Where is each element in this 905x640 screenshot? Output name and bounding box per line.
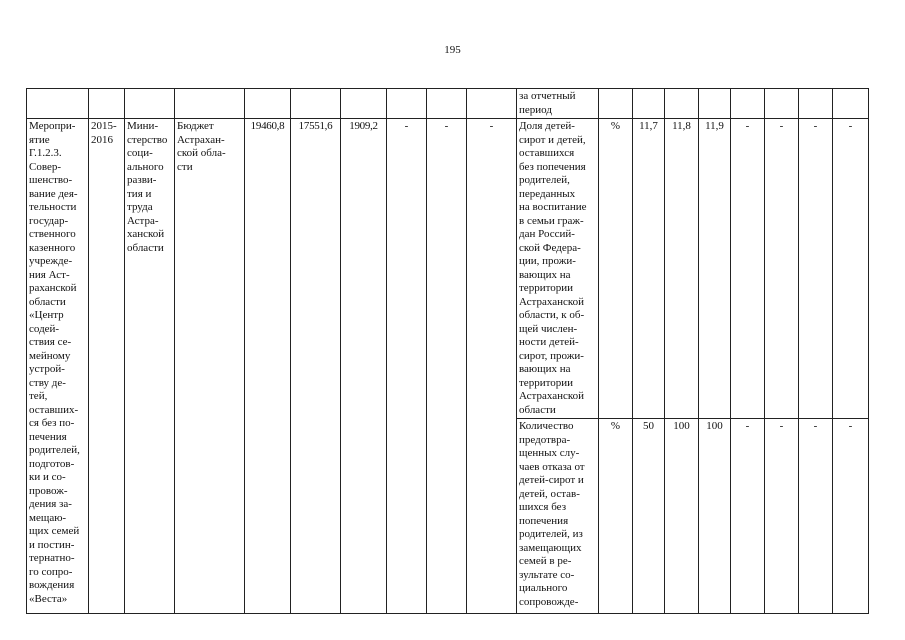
cell-empty bbox=[599, 89, 633, 119]
indicator-name: Доля детей- сирот и детей, оставшихся без попечения родителей, переданных на воспитание в семьи граж- дан Россий- ской Федера- ции, прожи- вающих на территории Астраханской области, к об- щей числен- ности детей- сирот, прожи- вающих на территории Астраханской области bbox=[517, 119, 599, 419]
cell-empty bbox=[833, 89, 869, 119]
funding-year-1: 17551,6 bbox=[291, 119, 341, 614]
cell-empty bbox=[89, 89, 125, 119]
cell-empty bbox=[665, 89, 699, 119]
cell-empty bbox=[765, 89, 799, 119]
indicator-value: 11,9 bbox=[699, 119, 731, 419]
cell-empty bbox=[699, 89, 731, 119]
cell-empty bbox=[125, 89, 175, 119]
measure-name: Меропри- ятие Г.1.2.3. Совер- шенство- вание дея- тельности государ- ственного казенного учрежде- ния Аст- раханской области «Центр содей- ствия се- мейному устрой- ству де- тей, оставших- ся без по- печения родителей, подготов- ки и со- провож- дения за- мещаю- щих семей и постин- тернатно- го сопро- вождения «Веста» bbox=[27, 119, 89, 614]
funding-year-5: - bbox=[467, 119, 517, 614]
indicator-continuation: за отчетный период bbox=[517, 89, 599, 119]
indicator-value: - bbox=[765, 119, 799, 419]
indicator-value: 50 bbox=[633, 419, 665, 614]
indicator-value: 11,8 bbox=[665, 119, 699, 419]
cell-empty bbox=[799, 89, 833, 119]
indicator-value: - bbox=[765, 419, 799, 614]
cell-empty bbox=[467, 89, 517, 119]
indicator-value: 100 bbox=[665, 419, 699, 614]
indicator-value: - bbox=[799, 119, 833, 419]
indicator-unit: % bbox=[599, 119, 633, 419]
indicator-name: Количество предотвра- щенных слу- чаев отказа от детей-сирот и детей, остав- шихся без попечения родителей, из замещающих семей в ре- зультате со- циального сопровожде- bbox=[517, 419, 599, 614]
cell-empty bbox=[341, 89, 387, 119]
indicator-value: 11,7 bbox=[633, 119, 665, 419]
cell-empty bbox=[387, 89, 427, 119]
table-row-continuation bbox=[27, 89, 869, 119]
funding-total: 19460,8 bbox=[245, 119, 291, 614]
funding-source: Бюджет Астрахан- ской обла- сти bbox=[175, 119, 245, 614]
indicator-value: 100 bbox=[699, 419, 731, 614]
funding-year-3: - bbox=[387, 119, 427, 614]
cell-empty bbox=[731, 89, 765, 119]
indicator-value: - bbox=[799, 419, 833, 614]
cell-empty bbox=[427, 89, 467, 119]
cell-empty bbox=[175, 89, 245, 119]
cell-empty bbox=[633, 89, 665, 119]
cell-empty bbox=[27, 89, 89, 119]
table-row-measure bbox=[27, 119, 869, 419]
indicator-value: - bbox=[731, 119, 765, 419]
program-table bbox=[26, 88, 869, 614]
funding-year-4: - bbox=[427, 119, 467, 614]
cell-empty bbox=[245, 89, 291, 119]
indicator-value: - bbox=[833, 419, 869, 614]
indicator-value: - bbox=[731, 419, 765, 614]
funding-year-2: 1909,2 bbox=[341, 119, 387, 614]
indicator-unit: % bbox=[599, 419, 633, 614]
period: 2015- 2016 bbox=[89, 119, 125, 614]
cell-empty bbox=[291, 89, 341, 119]
executor: Мини- стерство соци- ального разви- тия и труда Астра- ханской области bbox=[125, 119, 175, 614]
indicator-value: - bbox=[833, 119, 869, 419]
page-number: 195 bbox=[444, 44, 461, 56]
